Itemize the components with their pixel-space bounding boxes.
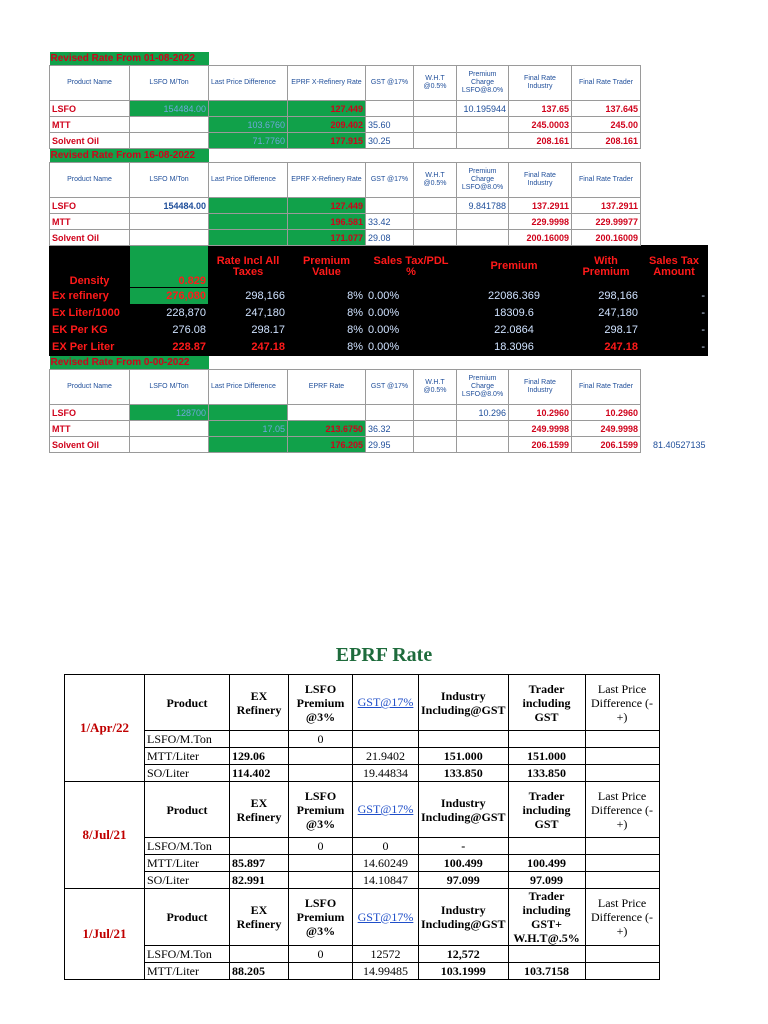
- rate-cell: 213.6750: [288, 421, 366, 437]
- ex-refinery-header: EX Refinery: [230, 782, 289, 838]
- rate-cell: 209.402: [288, 117, 366, 133]
- column-header: Final Rate Industry: [509, 66, 572, 101]
- eprf-cell: 85.897: [230, 855, 289, 872]
- eprf-cell: [289, 855, 353, 872]
- premium-percent: 8%: [288, 305, 366, 322]
- blank-cell: [641, 163, 708, 198]
- column-header: Product Name: [50, 66, 130, 101]
- eprf-cell: [585, 946, 659, 963]
- last-price-diff-header: Last Price Difference (-+): [585, 675, 659, 731]
- column-header: Last Price Difference: [209, 66, 288, 101]
- eprf-cell: [419, 731, 509, 748]
- trader-rate-cell: 245.00: [572, 117, 641, 133]
- eprf-cell: [353, 731, 419, 748]
- premium-cell: [457, 437, 509, 453]
- eprf-cell: 0: [353, 838, 419, 855]
- lsfo-premium-header: LSFO Premium @3%: [289, 889, 353, 946]
- rate-incl-taxes: 298,166: [209, 288, 288, 305]
- extra-cell: [641, 198, 708, 214]
- trader-rate-cell: 10.2960: [572, 405, 641, 421]
- wht-cell: [414, 230, 457, 246]
- rate-incl-taxes: 247,180: [209, 305, 288, 322]
- column-header: Final Rate Trader: [572, 163, 641, 198]
- lsfo-cell: 154484.00: [130, 101, 209, 117]
- eprf-cell: 100.499: [419, 855, 509, 872]
- premium-percent: 8%: [288, 322, 366, 339]
- black-row-label: EX Per Liter: [50, 339, 130, 356]
- product-name: LSFO: [50, 198, 130, 214]
- gst-cell: 36.32: [366, 421, 414, 437]
- premium-percent: 8%: [288, 288, 366, 305]
- wht-cell: [414, 214, 457, 230]
- eprf-cell: 21.9402: [353, 748, 419, 765]
- extra-cell: [641, 405, 708, 421]
- premium-header: Premium: [457, 246, 572, 288]
- black-row-label: Ex Liter/1000: [50, 305, 130, 322]
- diff-cell: 17.05: [209, 421, 288, 437]
- eprf-cell: 97.099: [419, 872, 509, 889]
- eprf-cell: SO/Liter: [145, 765, 230, 782]
- trader-rate-cell: 137.2911: [572, 198, 641, 214]
- eprf-cell: 0: [289, 946, 353, 963]
- column-header: Final Rate Trader: [572, 66, 641, 101]
- gst-header: GST@17%: [353, 675, 419, 731]
- diff-cell: [209, 101, 288, 117]
- trader-header: Trader including GST: [508, 675, 585, 731]
- eprf-cell: 12,572: [419, 946, 509, 963]
- rate-incl-taxes: 298.17: [209, 322, 288, 339]
- product-name: LSFO: [50, 405, 130, 421]
- column-header: Final Rate Trader: [572, 370, 641, 405]
- industry-rate-cell: 137.65: [509, 101, 572, 117]
- product-name: MTT: [50, 214, 130, 230]
- sales-tax-percent: 0.00%: [366, 288, 457, 305]
- eprf-cell: [585, 748, 659, 765]
- extra-cell: [641, 101, 708, 117]
- wht-cell: [414, 198, 457, 214]
- premium-amount: 18.3096: [457, 339, 572, 356]
- eprf-cell: [585, 765, 659, 782]
- column-header: Final Rate Industry: [509, 370, 572, 405]
- sales-tax-amount: -: [641, 322, 708, 339]
- eprf-cell: -: [419, 838, 509, 855]
- column-header: W.H.T @0.5%: [414, 370, 457, 405]
- ex-refinery-header: EX Refinery: [230, 675, 289, 731]
- product-name: Solvent Oil: [50, 230, 130, 246]
- eprf-cell: [585, 872, 659, 889]
- industry-rate-cell: 245.0003: [509, 117, 572, 133]
- column-header: EPRF Rate: [288, 370, 366, 405]
- lsfo-cell: [130, 133, 209, 149]
- eprf-cell: 19.44834: [353, 765, 419, 782]
- diff-cell: [209, 437, 288, 453]
- product-header: Product: [145, 782, 230, 838]
- column-header: W.H.T @0.5%: [414, 163, 457, 198]
- eprf-cell: [230, 838, 289, 855]
- column-header: Last Price Difference: [209, 163, 288, 198]
- diff-cell: [209, 214, 288, 230]
- eprf-cell: 82.991: [230, 872, 289, 889]
- eprf-cell: MTT/Liter: [145, 748, 230, 765]
- eprf-cell: [585, 838, 659, 855]
- column-header: Premium Charge LSFO@8.0%: [457, 66, 509, 101]
- eprf-cell: 100.499: [508, 855, 585, 872]
- eprf-cell: SO/Liter: [145, 872, 230, 889]
- industry-rate-cell: 137.2911: [509, 198, 572, 214]
- eprf-cell: [289, 748, 353, 765]
- wht-cell: [414, 117, 457, 133]
- extra-cell: [641, 214, 708, 230]
- eprf-title: EPRF Rate: [335, 644, 433, 666]
- black-row-label: Ex refinery: [50, 288, 130, 305]
- product-header: Product: [145, 675, 230, 731]
- with-premium: 247,180: [572, 305, 641, 322]
- eprf-cell: MTT/Liter: [145, 855, 230, 872]
- diff-cell: 71.7760: [209, 133, 288, 149]
- eprf-cell: [585, 855, 659, 872]
- premium-amount: 22086.369: [457, 288, 572, 305]
- column-header: W.H.T @0.5%: [414, 66, 457, 101]
- trader-rate-cell: 249.9998: [572, 421, 641, 437]
- column-header: LSFO M/Ton: [130, 370, 209, 405]
- eprf-cell: [230, 731, 289, 748]
- product-header: Product: [145, 889, 230, 946]
- eprf-cell: [585, 731, 659, 748]
- eprf-cell: [289, 963, 353, 980]
- sales-tax-amount: -: [641, 288, 708, 305]
- premium-cell: 10.296: [457, 405, 509, 421]
- column-header: Product Name: [50, 163, 130, 198]
- premium-cell: [457, 421, 509, 437]
- lsfo-cell: [130, 117, 209, 133]
- rate-cell: 171.077: [288, 230, 366, 246]
- eprf-cell: 12572: [353, 946, 419, 963]
- eprf-cell: [585, 963, 659, 980]
- extra-cell: 81.40527135: [652, 439, 706, 450]
- rate-spreadsheet: [49, 52, 707, 453]
- premium-cell: [457, 133, 509, 149]
- column-header: Final Rate Industry: [509, 163, 572, 198]
- black-row-label: EK Per KG: [50, 322, 130, 339]
- rate-incl-taxes: 247.18: [209, 339, 288, 356]
- gst-cell: 29.08: [366, 230, 414, 246]
- trader-rate-cell: 200.16009: [572, 230, 641, 246]
- black-value: 276,080: [130, 288, 209, 305]
- eprf-cell: 88.205: [230, 963, 289, 980]
- gst-cell: [366, 405, 414, 421]
- sales-tax-amount: -: [641, 305, 708, 322]
- diff-cell: 103.6760: [209, 117, 288, 133]
- lsfo-cell: 128700: [130, 405, 209, 421]
- wht-cell: [414, 437, 457, 453]
- premium-cell: 10.195944: [457, 101, 509, 117]
- date-cell: 8/Jul/21: [65, 782, 145, 889]
- gst-header: GST@17%: [353, 782, 419, 838]
- column-header: Product Name: [50, 370, 130, 405]
- wht-cell: [414, 405, 457, 421]
- eprf-cell: [289, 872, 353, 889]
- eprf-cell: 103.1999: [419, 963, 509, 980]
- product-name: Solvent Oil: [50, 133, 130, 149]
- premium-cell: [457, 117, 509, 133]
- column-header: EPRF X-Refinery Rate: [288, 66, 366, 101]
- gst-cell: 29.95: [366, 437, 414, 453]
- sales-tax-header: Sales Tax/PDL %: [366, 246, 457, 288]
- eprf-cell: LSFO/M.Ton: [145, 838, 230, 855]
- with-premium: 247.18: [572, 339, 641, 356]
- wht-cell: [414, 101, 457, 117]
- column-header: Premium Charge LSFO@8.0%: [457, 163, 509, 198]
- lsfo-cell: [130, 437, 209, 453]
- lsfo-premium-header: LSFO Premium @3%: [289, 675, 353, 731]
- ex-refinery-header: EX Refinery: [230, 889, 289, 946]
- blank-cell: [641, 370, 708, 405]
- industry-header: Industry Including@GST: [419, 889, 509, 946]
- last-price-diff-header: Last Price Difference (-+): [585, 889, 659, 946]
- lsfo-cell: [130, 421, 209, 437]
- gst-cell: 33.42: [366, 214, 414, 230]
- product-name: Solvent Oil: [50, 437, 130, 453]
- eprf-cell: [230, 946, 289, 963]
- eprf-cell: 14.60249: [353, 855, 419, 872]
- with-premium-header: With Premium: [572, 246, 641, 288]
- industry-rate-cell: 208.161: [509, 133, 572, 149]
- sales-tax-percent: 0.00%: [366, 322, 457, 339]
- trader-rate-cell: 208.161: [572, 133, 641, 149]
- column-header: EPRF X-Refinery Rate: [288, 163, 366, 198]
- eprf-cell: 129.06: [230, 748, 289, 765]
- trader-rate-cell: 206.1599: [572, 437, 641, 453]
- with-premium: 298,166: [572, 288, 641, 305]
- eprf-cell: [289, 765, 353, 782]
- product-name: MTT: [50, 421, 130, 437]
- rate-cell: 196.581: [288, 214, 366, 230]
- industry-rate-cell: 249.9998: [509, 421, 572, 437]
- trader-header: Trader including GST: [508, 782, 585, 838]
- trader-rate-cell: 137.645: [572, 101, 641, 117]
- eprf-cell: LSFO/M.Ton: [145, 946, 230, 963]
- column-header: LSFO M/Ton: [130, 163, 209, 198]
- eprf-cell: [508, 838, 585, 855]
- premium-cell: [457, 214, 509, 230]
- industry-rate-cell: 229.9998: [509, 214, 572, 230]
- wht-cell: [414, 421, 457, 437]
- premium-percent: 8%: [288, 339, 366, 356]
- industry-rate-cell: 200.16009: [509, 230, 572, 246]
- eprf-cell: 151.000: [419, 748, 509, 765]
- rate-cell: 176.205: [288, 437, 366, 453]
- eprf-cell: 14.10847: [353, 872, 419, 889]
- eprf-rate-table: [64, 674, 660, 980]
- rate-cell: [288, 405, 366, 421]
- eprf-cell: 133.850: [508, 765, 585, 782]
- premium-amount: 22.0864: [457, 322, 572, 339]
- black-value: 228,870: [130, 305, 209, 322]
- extra-cell: [641, 133, 708, 149]
- gst-cell: 35.60: [366, 117, 414, 133]
- eprf-cell: 133.850: [419, 765, 509, 782]
- eprf-cell: LSFO/M.Ton: [145, 731, 230, 748]
- sales-tax-percent: 0.00%: [366, 305, 457, 322]
- sales-tax-amount-header: Sales Tax Amount: [641, 246, 708, 288]
- industry-rate-cell: 206.1599: [509, 437, 572, 453]
- product-name: MTT: [50, 117, 130, 133]
- rate-incl-taxes-header: Rate Incl All Taxes: [209, 246, 288, 288]
- gst-header: GST@17%: [353, 889, 419, 946]
- eprf-cell: 151.000: [508, 748, 585, 765]
- diff-cell: [209, 230, 288, 246]
- rate-table: [49, 52, 708, 453]
- gst-cell: 30.25: [366, 133, 414, 149]
- trader-rate-cell: 229.99977: [572, 214, 641, 230]
- lsfo-premium-header: LSFO Premium @3%: [289, 782, 353, 838]
- black-value: 276.08: [130, 322, 209, 339]
- blank-cell: [641, 66, 708, 101]
- lsfo-cell: [130, 214, 209, 230]
- density-value: 0.829: [130, 246, 209, 288]
- eprf-cell: [508, 731, 585, 748]
- diff-cell: [209, 198, 288, 214]
- product-name: LSFO: [50, 101, 130, 117]
- eprf-cell: MTT/Liter: [145, 963, 230, 980]
- eprf-cell: 14.99485: [353, 963, 419, 980]
- revision-banner: Revised Rate From 0-00-2022: [50, 356, 209, 370]
- trader-header: Trader including GST+ W.H.T@.5%: [508, 889, 585, 946]
- revision-banner: Revised Rate From 01-08-2022: [50, 52, 209, 66]
- sales-tax-percent: 0.00%: [366, 339, 457, 356]
- rate-cell: 177.915: [288, 133, 366, 149]
- column-header: GST @17%: [366, 163, 414, 198]
- extra-cell: [641, 230, 708, 246]
- extra-cell: [641, 421, 708, 437]
- eprf-cell: 114.402: [230, 765, 289, 782]
- rate-cell: 127.449: [288, 101, 366, 117]
- industry-header: Industry Including@GST: [419, 675, 509, 731]
- gst-cell: [366, 101, 414, 117]
- with-premium: 298.17: [572, 322, 641, 339]
- eprf-cell: 0: [289, 838, 353, 855]
- lsfo-cell: [130, 230, 209, 246]
- date-cell: 1/Jul/21: [65, 889, 145, 980]
- eprf-cell: 103.7158: [508, 963, 585, 980]
- extra-cell: [641, 117, 708, 133]
- column-header: GST @17%: [366, 66, 414, 101]
- sales-tax-amount: -: [641, 339, 708, 356]
- density-label: Density: [50, 246, 130, 288]
- gst-cell: [366, 198, 414, 214]
- black-value: 228.87: [130, 339, 209, 356]
- premium-amount: 18309.6: [457, 305, 572, 322]
- premium-cell: [457, 230, 509, 246]
- premium-value-header: Premium Value: [288, 246, 366, 288]
- lsfo-cell: 154484.00: [130, 198, 209, 214]
- diff-cell: [209, 405, 288, 421]
- column-header: GST @17%: [366, 370, 414, 405]
- eprf-cell: 97.099: [508, 872, 585, 889]
- column-header: Premium Charge LSFO@8.0%: [457, 370, 509, 405]
- industry-rate-cell: 10.2960: [509, 405, 572, 421]
- eprf-cell: 0: [289, 731, 353, 748]
- column-header: Last Price Difference: [209, 370, 288, 405]
- rate-cell: 127.449: [288, 198, 366, 214]
- column-header: LSFO M/Ton: [130, 66, 209, 101]
- wht-cell: [414, 133, 457, 149]
- last-price-diff-header: Last Price Difference (-+): [585, 782, 659, 838]
- industry-header: Industry Including@GST: [419, 782, 509, 838]
- date-cell: 1/Apr/22: [65, 675, 145, 782]
- premium-cell: 9.841788: [457, 198, 509, 214]
- eprf-cell: [508, 946, 585, 963]
- revision-banner: Revised Rate From 16-08-2022: [50, 149, 209, 163]
